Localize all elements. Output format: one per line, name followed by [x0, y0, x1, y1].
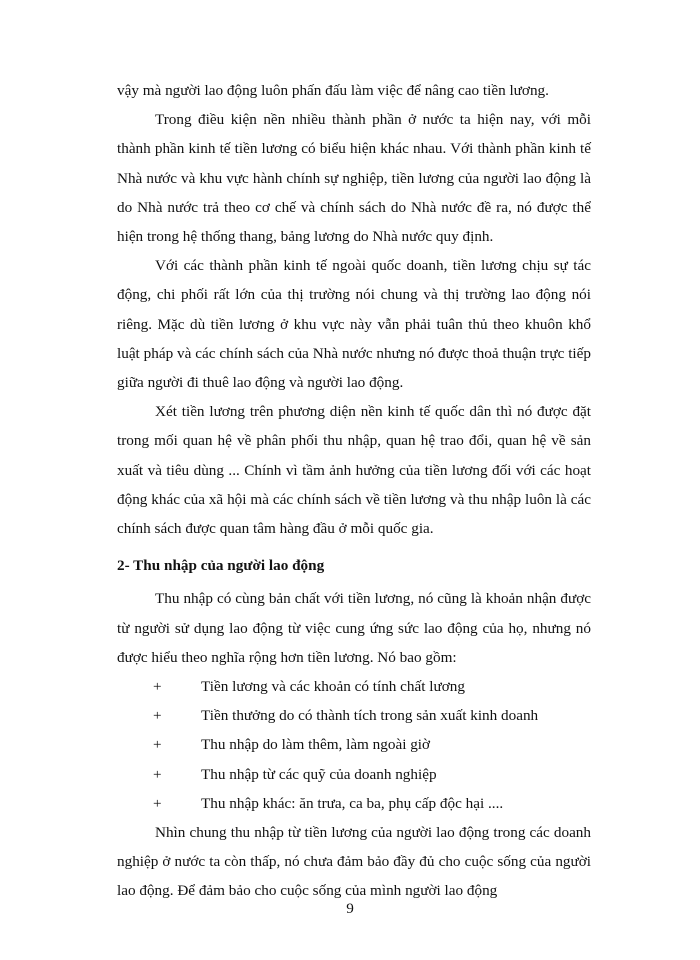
paragraph-closing: Nhìn chung thu nhập từ tiền lương của người lao động trong các doanh nghiệp ở nước ta còn thấp, nó chưa đảm bảo đầy đủ cho cuộc sống của người lao động. Để đảm bảo cho cuộc sống của mình người lao động: [117, 824, 591, 900]
list-item-text: Thu nhập do làm thêm, làm ngoài giờ: [201, 736, 431, 754]
section-heading: 2- Thu nhập của người lao động: [117, 557, 325, 575]
list-item-text: Thu nhập khác: ăn trưa, ca ba, phụ cấp độc hại ....: [201, 794, 504, 812]
list-item-text: Thu nhập từ các quỹ của doanh nghiệp: [201, 765, 437, 783]
list-item: [117, 730, 591, 759]
paragraph-income-intro: Thu nhập có cùng bản chất với tiền lương, nó cũng là khoản nhận được từ người sử dụng lao động từ việc cung ứng sức lao động của họ, nhưng nó được hiểu theo nghĩa rộng hơn tiền lương. Nó bao gồm:: [117, 590, 591, 666]
bullet-mark: +: [153, 736, 162, 754]
list-item: [117, 672, 591, 701]
document-page: [117, 76, 591, 906]
bullet-mark: +: [153, 765, 162, 783]
paragraph-continuation: vậy mà người lao động luôn phấn đấu làm việc để nâng cao tiền lương.: [117, 82, 549, 99]
bullet-mark: +: [153, 794, 162, 812]
page-number: 9: [346, 900, 354, 917]
list-item-text: Tiền thưởng do có thành tích trong sản xuất kinh doanh: [201, 707, 539, 725]
list-item: [117, 701, 591, 730]
list-item: [117, 760, 591, 789]
paragraph-economic-sectors: Trong điều kiện nền nhiều thành phần ở nước ta hiện nay, với mỗi thành phần kinh tế tiền lương có biểu hiện khác nhau. Với thành phần kinh tế Nhà nước và khu vực hành chính sự nghiệp, tiền lương của người lao động là do Nhà nước trả theo cơ chế và chính sách do Nhà nước đề ra, nó được thể hiện trong hệ thống thang, bảng lương do Nhà nước quy định.: [117, 111, 591, 246]
list-item: [117, 789, 591, 818]
paragraph-national-economy: Xét tiền lương trên phương diện nền kinh tế quốc dân thì nó được đặt trong mối quan hệ về phân phối thu nhập, quan hệ trao đổi, quan hệ về sản xuất và tiêu dùng ... Chính vì tầm ảnh hưởng của tiền lương đối với các hoạt động khác của xã hội mà các chính sách về tiền lương và thu nhập luôn là các chính sách được quan tâm hàng đầu ở mỗi quốc gia.: [117, 403, 591, 538]
bullet-mark: +: [153, 678, 162, 696]
paragraph-non-state-sectors: Với các thành phần kinh tế ngoài quốc doanh, tiền lương chịu sự tác động, chi phối rất lớn của thị trường nói chung và thị trường lao động nói riêng. Mặc dù tiền lương ở khu vực này vẫn phải tuân thủ theo khuôn khổ luật pháp và các chính sách của Nhà nước nhưng nó được thoả thuận trực tiếp giữa người đi thuê lao động và người lao động.: [117, 257, 591, 392]
list-item-text: Tiền lương và các khoản có tính chất lương: [201, 678, 465, 696]
bullet-mark: +: [153, 707, 162, 725]
